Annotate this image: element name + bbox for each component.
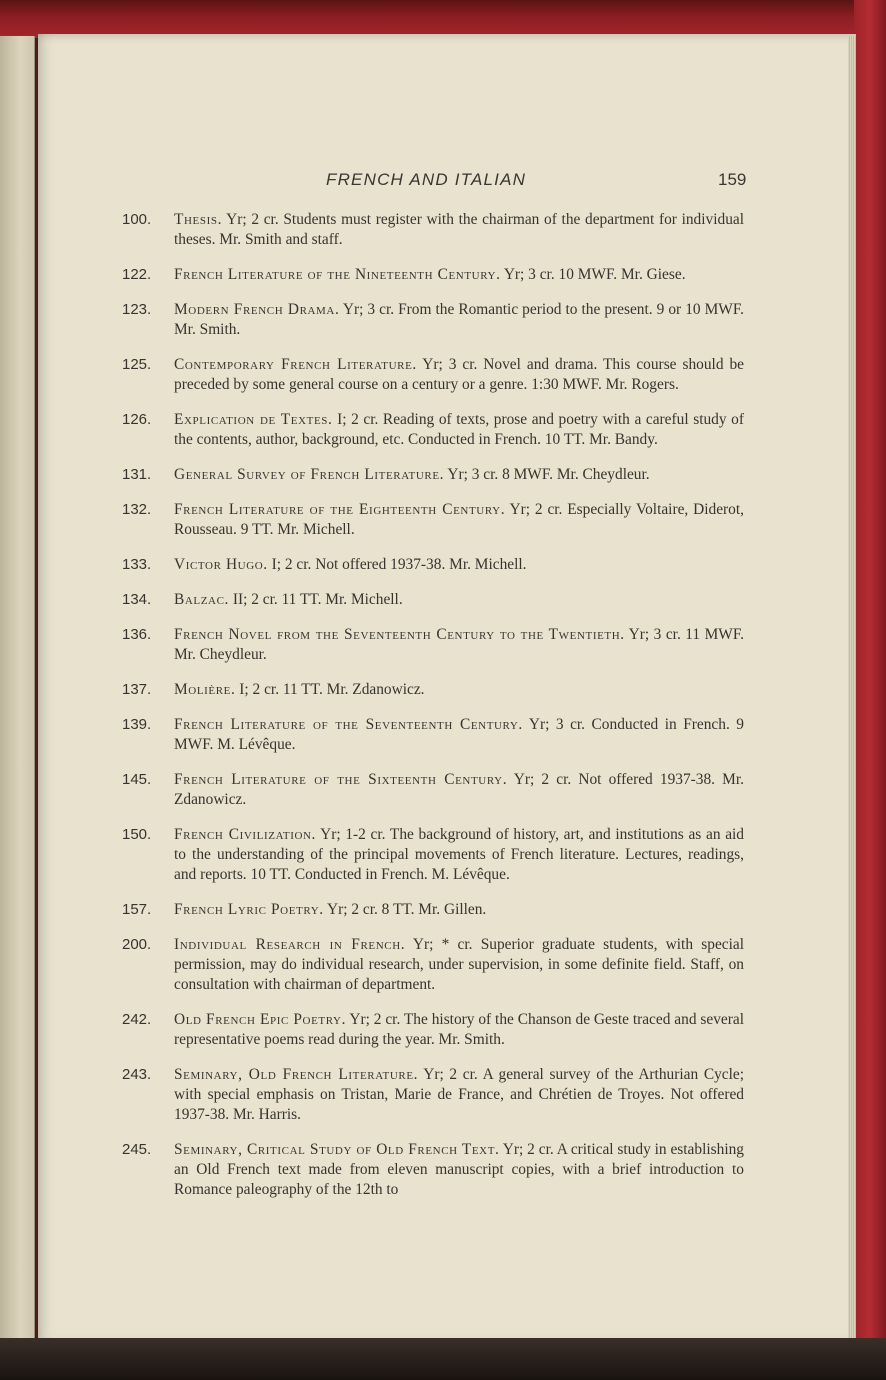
course-number: 125. (122, 356, 152, 373)
course-description: Yr; 2 cr. The history of the Chanson de Geste traced and several representative poems read during the year. Mr. Smith. (174, 1011, 744, 1048)
course-title: French Literature of the Seventeenth Century. (174, 716, 523, 733)
course-description: I; 2 cr. Reading of texts, prose and poetry with a careful study of the contents, author, background, etc. Conducted in French. 10 TT. Mr. Bandy. (174, 411, 744, 448)
course-entry (122, 935, 744, 995)
course-number: 132. (122, 501, 152, 518)
course-description: Yr; 3 cr. From the Romantic period to the present. 9 or 10 MWF. Mr. Smith. (174, 301, 745, 338)
course-description: I; 2 cr. 11 TT. Mr. Zdanowicz. (239, 681, 425, 698)
course-description: Yr; 2 cr. 8 TT. Mr. Gillen. (326, 901, 487, 918)
course-entry (122, 625, 744, 665)
course-number: 139. (122, 716, 152, 733)
course-number: 245. (122, 1141, 152, 1158)
course-description: I; 2 cr. Not offered 1937-38. Mr. Michell. (271, 556, 527, 573)
course-number: 134. (122, 591, 152, 608)
facing-page-edge (0, 36, 35, 1346)
course-entry (122, 555, 744, 575)
course-title: Seminary, Critical Study of Old French Text. (174, 1141, 500, 1158)
course-number: 100. (122, 211, 152, 228)
course-title: French Novel from the Seventeenth Century to the Twentieth. (174, 626, 625, 643)
course-description: Yr; 3 cr. Conducted in French. 9 MWF. M. Lévêque. (174, 716, 745, 753)
course-entry (122, 680, 744, 700)
course-number: 131. (122, 466, 152, 483)
course-description: Yr; 3 cr. 8 MWF. Mr. Cheydleur. (447, 466, 650, 483)
course-title: French Literature of the Nineteenth Century. (174, 266, 501, 283)
course-number: 136. (122, 626, 152, 643)
course-entry (122, 825, 744, 885)
course-description: Yr; * cr. Superior graduate students, with special permission, may do individual research, under supervision, in some definite field. Staff, on consultation with chairman of department. (174, 936, 744, 993)
course-description: Yr; 3 cr. 11 MWF. Mr. Cheydleur. (174, 626, 744, 663)
course-description: Yr; 2 cr. Students must register with the chairman of the department for individual theses. Mr. Smith and staff. (174, 211, 744, 248)
course-title: Old French Epic Poetry. (174, 1011, 347, 1028)
book-binding-top (0, 0, 886, 38)
course-entry (122, 715, 744, 755)
course-title: General Survey of French Literature. (174, 466, 445, 483)
course-title: French Literature of the Sixteenth Century. (174, 771, 508, 788)
page-number: 159 (718, 170, 747, 189)
course-number: 243. (122, 1066, 152, 1083)
course-title: Seminary, Old French Literature. (174, 1066, 419, 1083)
course-description: II; 2 cr. 11 TT. Mr. Michell. (232, 591, 403, 608)
course-description: Yr; 2 cr. A critical study in establishing an Old French text made from eleven manuscript copies, with a brief introduction to Romance paleography of the 12th to (174, 1141, 744, 1198)
course-number: 133. (122, 556, 152, 573)
course-number: 242. (122, 1011, 152, 1028)
course-description: Yr; 3 cr. Novel and drama. This course should be preceded by some general course on a century or a genre. 1:30 MWF. Mr. Rogers. (174, 356, 744, 393)
course-list (122, 210, 744, 1215)
course-description: Yr; 1-2 cr. The background of history, art, and institutions as an aid to the understanding of the principal movements of French literature. Lectures, readings, and reports. 10 TT. Conducted in French. M. Lévêque. (174, 826, 745, 883)
course-number: 200. (122, 936, 152, 953)
course-entry (122, 300, 744, 340)
course-description: Yr; 2 cr. Not offered 1937-38. Mr. Zdanowicz. (174, 771, 744, 808)
course-number: 126. (122, 411, 152, 428)
course-description: Yr; 2 cr. Especially Voltaire, Diderot, Rousseau. 9 TT. Mr. Michell. (174, 501, 744, 538)
course-title: Individual Research in French. (174, 936, 406, 953)
course-entry (122, 1065, 744, 1125)
course-entry (122, 465, 744, 485)
course-entry (122, 500, 744, 540)
course-title: French Lyric Poetry. (174, 901, 324, 918)
course-title: French Civilization. (174, 826, 317, 843)
course-entry (122, 770, 744, 810)
page-stack-edge (848, 36, 856, 1342)
course-description: Yr; 2 cr. A general survey of the Arthurian Cycle; with special emphasis on Tristan, Marie de France, and Chrétien de Troyes. Not offered 1937-38. Mr. Harris. (174, 1066, 745, 1123)
table-surface (0, 1338, 886, 1380)
course-entry (122, 1140, 744, 1200)
course-description: Yr; 3 cr. 10 MWF. Mr. Giese. (503, 266, 686, 283)
running-head: FRENCH AND ITALIAN (326, 170, 527, 189)
course-title: French Literature of the Eighteenth Century. (174, 501, 506, 518)
course-entry (122, 410, 744, 450)
course-title: Balzac. (174, 591, 229, 608)
course-entry (122, 590, 744, 610)
course-title: Explication de Textes. (174, 411, 333, 428)
course-title: Contemporary French Literature. (174, 356, 417, 373)
course-number: 150. (122, 826, 152, 843)
course-number: 157. (122, 901, 152, 918)
course-number: 122. (122, 266, 152, 283)
page-header (0, 170, 886, 194)
course-entry (122, 265, 744, 285)
course-title: Modern French Drama. (174, 301, 340, 318)
book-binding-right (854, 0, 886, 1380)
course-title: Victor Hugo. (174, 556, 268, 573)
course-number: 137. (122, 681, 152, 698)
course-number: 123. (122, 301, 152, 318)
course-entry (122, 900, 744, 920)
course-entry (122, 1010, 744, 1050)
course-entry (122, 210, 744, 250)
course-title: Thesis. (174, 211, 223, 228)
course-title: Molière. (174, 681, 236, 698)
course-entry (122, 355, 744, 395)
course-number: 145. (122, 771, 152, 788)
